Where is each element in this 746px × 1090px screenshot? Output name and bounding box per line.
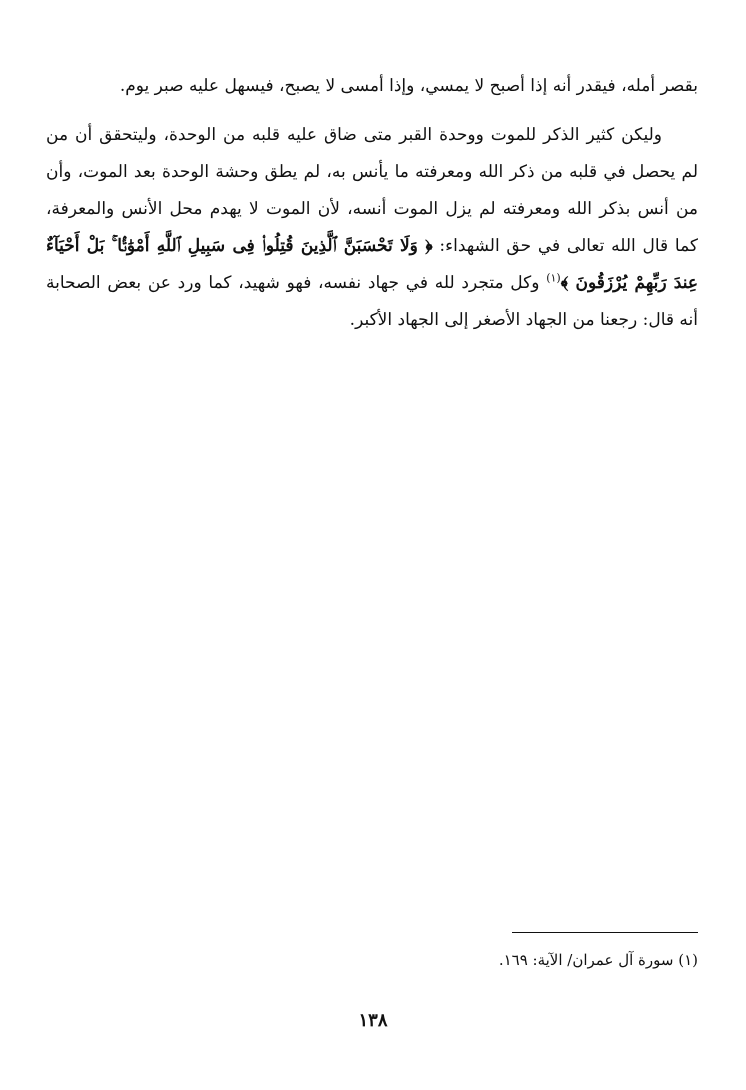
paragraph-1: بقصر أمله، فيقدر أنه إذا أصبح لا يمسي، وإذا أمسى لا يصبح، فيسهل عليه صبر يوم. bbox=[119, 76, 698, 96]
main-text bbox=[46, 68, 698, 339]
footnote-divider bbox=[512, 932, 698, 933]
quran-verse: ﴿ وَلَا تَحْسَبَنَّ ٱلَّذِينَ قُتِلُوا۟ فِى سَبِيلِ ٱللَّهِ أَمْوَٰتًۢا ۚ بَلْ أَحْيَآءٌ عِندَ رَبِّهِمْ يُرْزَقُونَ ﴾ bbox=[46, 236, 698, 293]
paragraph-2 bbox=[46, 117, 698, 339]
page-number: ١٣٨ bbox=[358, 1010, 388, 1031]
paragraph-2-text-after: وكل متجرد لله في جهاد نفسه، فهو شهيد، كما ورد عن بعض الصحابة أنه قال: رجعنا من الجهاد الأصغر إلى الجهاد الأكبر. bbox=[46, 273, 698, 330]
footnote-reference: (١) bbox=[546, 271, 561, 285]
footnote: (١) سورة آل عمران/ الآية: ١٦٩. bbox=[498, 951, 698, 969]
paragraph-2-text-before: وليكن كثير الذكر للموت ووحدة القبر متى ضاق عليه قلبه من الوحدة، وليتحقق أن من لم يحصل في قلبه من ذكر الله ومعرفته ما يأنس به، لم يطق وحشة الوحدة بعد الموت، وأن من أنس بذكر الله ومعرفته لم يزل الموت أنسه، لأن الموت لا يهدم محل الأنس والمعرفة، كما قال الله تعالى في حق الشهداء: bbox=[46, 125, 699, 256]
